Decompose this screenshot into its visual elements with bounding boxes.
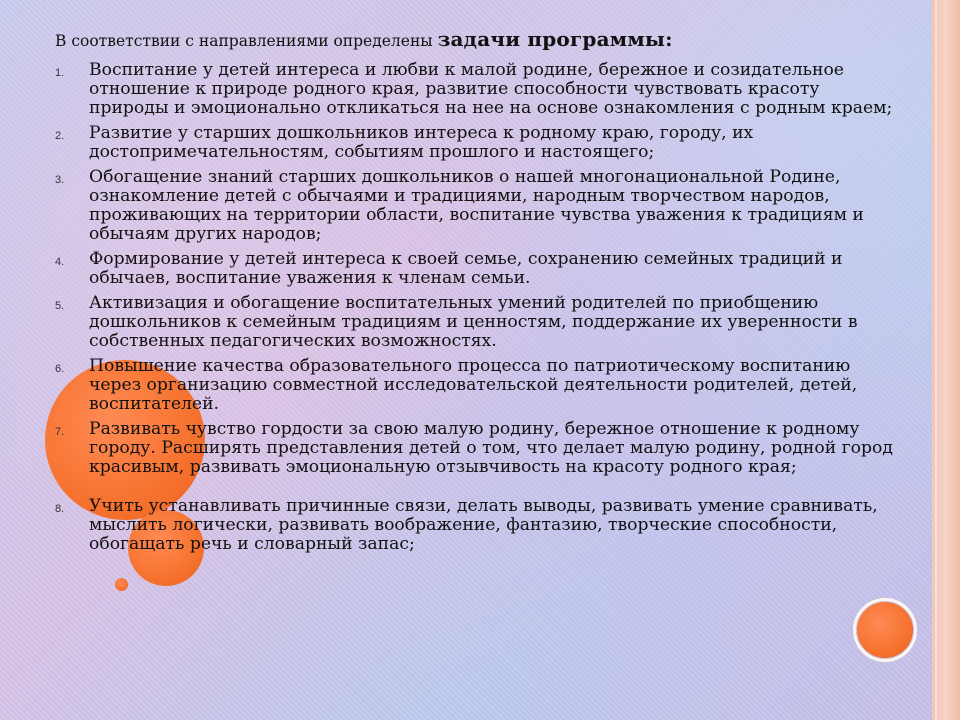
task-text: Воспитание у детей интереса и любви к малой родине, бережное и созидательное отношение к природе родного края, развитие способности чувствовать красоту природы и эмоционально откликаться на нее на основе ознакомления с родным краем; [89,60,893,118]
right-white-ring [853,598,917,662]
task-number: 2. [55,130,65,142]
task-text: Обогащение знаний старших дошкольников о нашей многонациональной Родине, ознакомление детей с обычаями и традициями, народным творчеством народов, проживающих на территории области, воспитание чувства уважения к традициям и обычаям других народов; [89,167,864,244]
task-item [55,497,895,554]
task-list [55,61,895,554]
task-item [55,294,895,351]
task-number: 8. [55,503,65,515]
task-text: Активизация и обогащение воспитательных умений родителей по приобщению дошкольников к семейным традициям и ценностям, поддержание их уверенности в собственных педагогических возможностях. [89,293,858,351]
intro-emphasis: задачи программы: [437,27,673,51]
task-item [55,124,895,162]
small-orange-dot [115,578,128,591]
task-text: Развивать чувство гордости за свою малую родину, бережное отношение к родному городу. Расширять представления детей о том, что делает малую родину, родной город красивым, развивать эмоциональную отзывчивость на красоту родного края; [89,419,893,477]
task-number: 7. [55,426,65,438]
task-text: Учить устанавливать причинные связи, делать выводы, развивать умение сравнивать, мыслить логически, развивать воображение, фантазию, творческие способности, обогащать речь и словарный запас; [89,496,878,554]
task-number: 1. [55,67,65,79]
task-item [55,357,895,414]
task-text: Повышение качества образовательного процесса по патриотическому воспитанию через организацию совместной исследовательской деятельности родителей, детей, воспитателей. [89,356,858,414]
task-text: Формирование у детей интереса к своей семье, сохранению семейных традиций и обычаев, воспитание уважения к членам семьи. [89,249,843,288]
task-number: 6. [55,363,65,375]
slide-content [55,27,895,560]
task-text: Развитие у старших дошкольников интереса к родному краю, городу, их достопримечательностям, событиям прошлого и настоящего; [89,123,754,162]
intro-lead: В соответствии с направлениями определены [55,32,433,50]
task-number: 5. [55,300,65,312]
task-item [55,250,895,288]
task-item [55,61,895,118]
task-item [55,420,895,477]
task-number: 3. [55,174,65,186]
task-item [55,168,895,244]
decorative-right-band [932,0,960,720]
intro-line [55,27,895,51]
task-number: 4. [55,256,65,268]
